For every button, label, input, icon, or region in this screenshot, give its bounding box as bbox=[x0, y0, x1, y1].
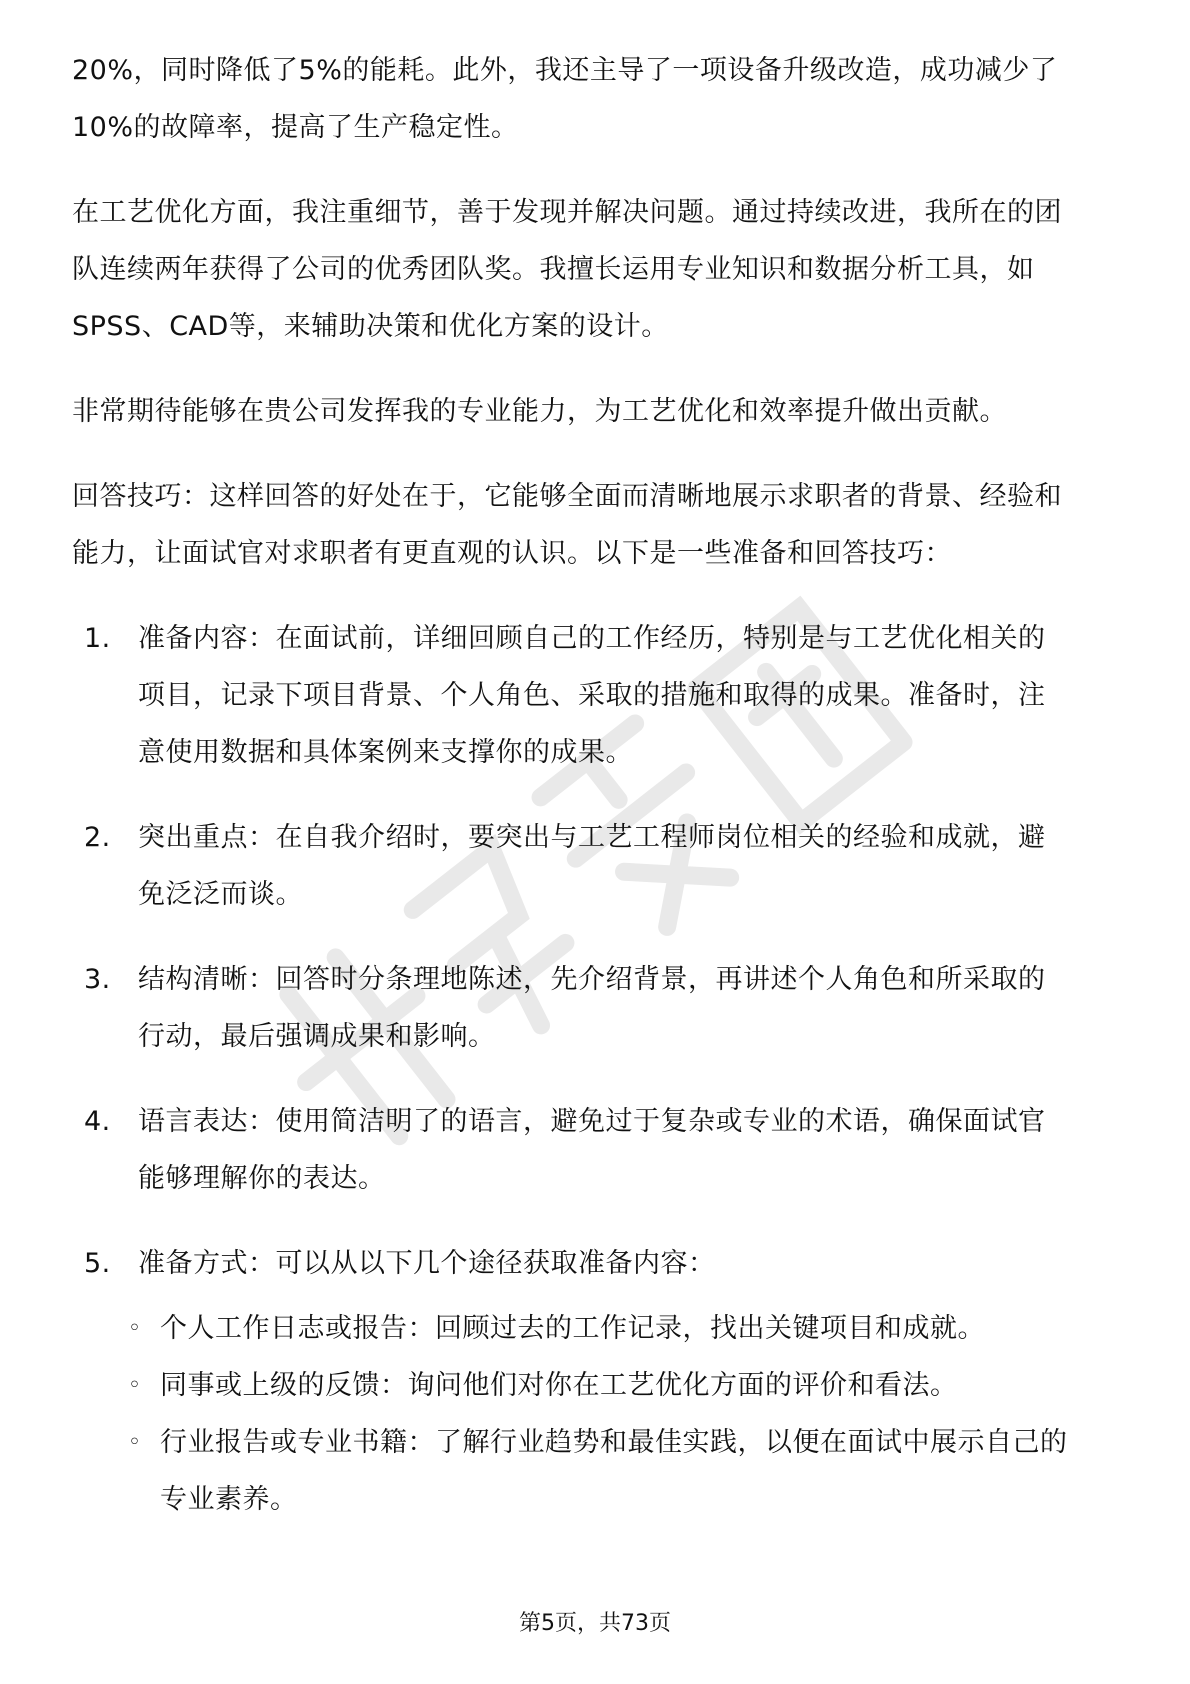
bullet-icon: ◦ bbox=[128, 1316, 142, 1341]
paragraph-achievements: 20%，同时降低了5%的能耗。此外，我还主导了一项设备升级改造，成功减少了10%的故障率，提高了生产稳定性。 bbox=[72, 55, 1058, 143]
list-number: 5. bbox=[84, 1248, 111, 1279]
list-item-text: 突出重点：在自我介绍时，要突出与工艺工程师岗位相关的经验和成就，避免泛泛而谈。 bbox=[138, 822, 1046, 910]
list-number: 3. bbox=[84, 964, 111, 995]
page-number: 第5页，共73页 bbox=[519, 1611, 671, 1636]
sub-list bbox=[128, 1300, 1070, 1528]
paragraph-process-optimization: 在工艺优化方面，我注重细节，善于发现并解决问题。通过持续改进，我所在的团队连续两年获得了公司的优秀团队奖。我擅长运用专业知识和数据分析工具，如SPSS、CAD等，来辅助决策和优化方案的设计。 bbox=[72, 197, 1062, 342]
sub-list-item-text: 行业报告或专业书籍：了解行业趋势和最佳实践，以便在面试中展示自己的专业素养。 bbox=[160, 1427, 1068, 1515]
list-item-text: 准备方式：可以从以下几个途径获取准备内容： bbox=[138, 1248, 716, 1279]
list-item bbox=[84, 951, 1070, 1065]
sub-list-item bbox=[122, 1414, 1070, 1528]
list-number: 1. bbox=[84, 623, 111, 654]
sub-list-item bbox=[122, 1300, 1070, 1357]
list-item bbox=[84, 1235, 1070, 1528]
list-item-text: 结构清晰：回答时分条理地陈述，先介绍背景，再讲述个人角色和所采取的行动，最后强调成果和影响。 bbox=[138, 964, 1046, 1052]
tips-list bbox=[72, 610, 1070, 1528]
paragraph-expectation: 非常期待能够在贵公司发挥我的专业能力，为工艺优化和效率提升做出贡献。 bbox=[72, 396, 1007, 427]
list-item-text: 语言表达：使用简洁明了的语言，避免过于复杂或专业的术语，确保面试官能够理解你的表达。 bbox=[138, 1106, 1046, 1194]
list-item bbox=[84, 1093, 1070, 1207]
bullet-icon: ◦ bbox=[128, 1373, 142, 1398]
paragraph-answer-tips: 回答技巧：这样回答的好处在于，它能够全面而清晰地展示求职者的背景、经验和能力，让面试官对求职者有更直观的认识。以下是一些准备和回答技巧： bbox=[72, 481, 1062, 569]
list-item bbox=[84, 809, 1070, 923]
list-item-text: 准备内容：在面试前，详细回顾自己的工作经历，特别是与工艺优化相关的项目，记录下项目背景、个人角色、采取的措施和取得的成果。准备时，注意使用数据和具体案例来支撑你的成果。 bbox=[138, 623, 1046, 768]
sub-list-item-text: 个人工作日志或报告：回顾过去的工作记录，找出关键项目和成就。 bbox=[160, 1313, 985, 1344]
sub-list-item bbox=[122, 1357, 1070, 1414]
list-number: 4. bbox=[84, 1106, 111, 1137]
list-number: 2. bbox=[84, 822, 111, 853]
sub-list-item-text: 同事或上级的反馈：询问他们对你在工艺优化方面的评价和看法。 bbox=[160, 1370, 958, 1401]
list-item bbox=[84, 610, 1070, 781]
bullet-icon: ◦ bbox=[128, 1430, 142, 1455]
